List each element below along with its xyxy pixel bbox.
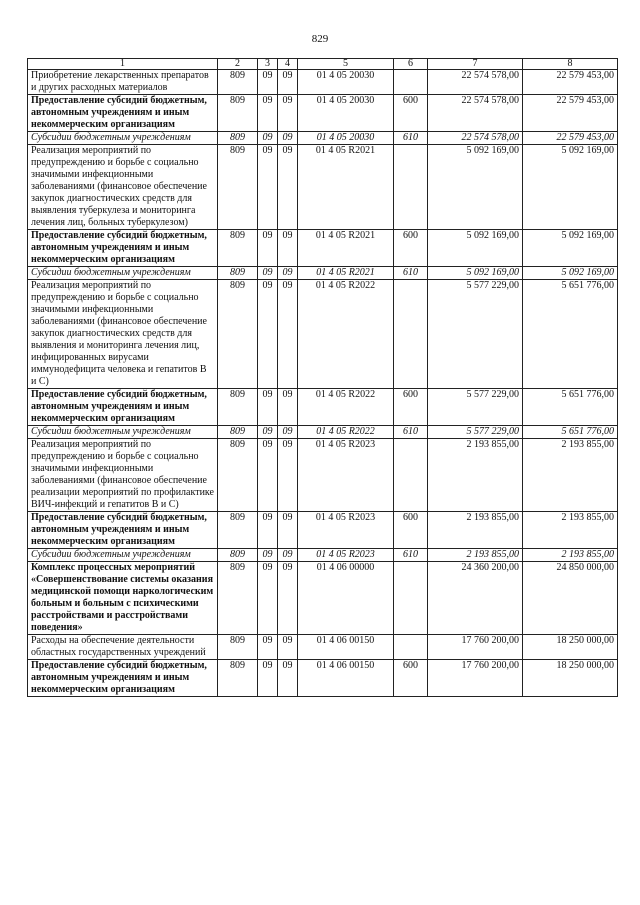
section-code: 09 [258,562,278,635]
column-header: 8 [523,59,618,70]
amount-year-1: 5 577 229,00 [428,280,523,389]
amount-year-2: 5 651 776,00 [523,426,618,439]
table-row [28,70,618,95]
line-item-name: Предоставление субсидий бюджетным, автономным учреждениям и иным некоммерческим организациям [28,95,218,132]
subsection-code: 09 [278,230,298,267]
section-code: 09 [258,549,278,562]
target-article-code: 01 4 05 R2021 [298,267,394,280]
amount-year-1: 5 092 169,00 [428,267,523,280]
target-article-code: 01 4 06 00150 [298,660,394,697]
expense-type-code: 600 [394,389,428,426]
section-code: 09 [258,230,278,267]
section-code: 09 [258,389,278,426]
ministry-code: 809 [218,549,258,562]
ministry-code: 809 [218,439,258,512]
table-row [28,660,618,697]
expense-type-code [394,280,428,389]
expense-type-code: 600 [394,660,428,697]
ministry-code: 809 [218,512,258,549]
header-row [28,59,618,70]
subsection-code: 09 [278,549,298,562]
ministry-code: 809 [218,389,258,426]
amount-year-1: 17 760 200,00 [428,660,523,697]
page-number: 829 [311,33,329,45]
ministry-code: 809 [218,426,258,439]
amount-year-2: 18 250 000,00 [523,635,618,660]
table-row [28,635,618,660]
amount-year-2: 22 579 453,00 [523,70,618,95]
amount-year-2: 5 651 776,00 [523,389,618,426]
amount-year-2: 22 579 453,00 [523,132,618,145]
line-item-name: Предоставление субсидий бюджетным, автономным учреждениям и иным некоммерческим организациям [28,389,218,426]
section-code: 09 [258,70,278,95]
line-item-name: Расходы на обеспечение деятельности областных государственных учреждений [28,635,218,660]
subsection-code: 09 [278,70,298,95]
target-article-code: 01 4 05 R2023 [298,439,394,512]
section-code: 09 [258,439,278,512]
table-row [28,280,618,389]
target-article-code: 01 4 05 20030 [298,132,394,145]
amount-year-1: 22 574 578,00 [428,70,523,95]
target-article-code: 01 4 06 00000 [298,562,394,635]
target-article-code: 01 4 05 20030 [298,70,394,95]
target-article-code: 01 4 05 R2021 [298,145,394,230]
target-article-code: 01 4 05 R2023 [298,549,394,562]
column-header: 1 [28,59,218,70]
subsection-code: 09 [278,389,298,426]
expense-type-code: 600 [394,230,428,267]
amount-year-1: 2 193 855,00 [428,512,523,549]
column-header: 5 [298,59,394,70]
amount-year-2: 2 193 855,00 [523,549,618,562]
subsection-code: 09 [278,562,298,635]
line-item-name: Реализация мероприятий по предупреждению и борьбе с социально значимыми инфекционными заболеваниями (финансовое обеспечение закупок диагностических средств для выявления и мониторинга лечения лиц, инфицированных вирусами иммунодефицита человека и гепатитов В и С) [28,280,218,389]
amount-year-2: 5 651 776,00 [523,280,618,389]
line-item-name: Комплекс процессных мероприятий «Совершенствование системы оказания медицинской помощи наркологическим больным и больным с психическими расстройствами и расстройствами поведения» [28,562,218,635]
table-row [28,426,618,439]
expense-type-code [394,439,428,512]
table-row [28,145,618,230]
section-code: 09 [258,512,278,549]
table-row [28,562,618,635]
amount-year-2: 5 092 169,00 [523,267,618,280]
subsection-code: 09 [278,95,298,132]
column-header: 7 [428,59,523,70]
expense-type-code: 610 [394,426,428,439]
expense-type-code [394,70,428,95]
table-row [28,389,618,426]
section-code: 09 [258,145,278,230]
subsection-code: 09 [278,132,298,145]
target-article-code: 01 4 05 R2021 [298,230,394,267]
expense-type-code: 600 [394,95,428,132]
column-header: 2 [218,59,258,70]
target-article-code: 01 4 06 00150 [298,635,394,660]
line-item-name: Предоставление субсидий бюджетным, автономным учреждениям и иным некоммерческим организациям [28,230,218,267]
table-row [28,267,618,280]
ministry-code: 809 [218,70,258,95]
line-item-name: Реализация мероприятий по предупреждению и борьбе с социально значимыми инфекционными заболеваниями (финансовое обеспечение закупок диагностических средств для выявления туберкулеза и мониторинга лечения лиц, больных туберкулезом) [28,145,218,230]
section-code: 09 [258,95,278,132]
line-item-name: Предоставление субсидий бюджетным, автономным учреждениям и иным некоммерческим организациям [28,660,218,697]
ministry-code: 809 [218,280,258,389]
line-item-name: Реализация мероприятий по предупреждению и борьбе с социально значимыми инфекционными заболеваниями (финансовое обеспечение реализации мероприятий по профилактике ВИЧ-инфекций и гепатитов В и С) [28,439,218,512]
target-article-code: 01 4 05 R2022 [298,389,394,426]
subsection-code: 09 [278,145,298,230]
column-header: 3 [258,59,278,70]
target-article-code: 01 4 05 R2022 [298,280,394,389]
amount-year-2: 5 092 169,00 [523,145,618,230]
amount-year-1: 22 574 578,00 [428,132,523,145]
line-item-name: Субсидии бюджетным учреждениям [28,132,218,145]
section-code: 09 [258,267,278,280]
subsection-code: 09 [278,280,298,389]
target-article-code: 01 4 05 R2022 [298,426,394,439]
amount-year-2: 2 193 855,00 [523,512,618,549]
target-article-code: 01 4 05 R2023 [298,512,394,549]
table-row [28,512,618,549]
section-code: 09 [258,660,278,697]
expense-type-code [394,635,428,660]
amount-year-2: 18 250 000,00 [523,660,618,697]
section-code: 09 [258,426,278,439]
subsection-code: 09 [278,267,298,280]
subsection-code: 09 [278,426,298,439]
expense-type-code [394,562,428,635]
section-code: 09 [258,132,278,145]
table-row [28,439,618,512]
ministry-code: 809 [218,635,258,660]
table-row [28,230,618,267]
ministry-code: 809 [218,660,258,697]
amount-year-1: 5 577 229,00 [428,389,523,426]
amount-year-2: 24 850 000,00 [523,562,618,635]
line-item-name: Приобретение лекарственных препаратов и других расходных материалов [28,70,218,95]
section-code: 09 [258,280,278,389]
subsection-code: 09 [278,660,298,697]
section-code: 09 [258,635,278,660]
line-item-name: Субсидии бюджетным учреждениям [28,426,218,439]
ministry-code: 809 [218,132,258,145]
table-row [28,95,618,132]
amount-year-1: 2 193 855,00 [428,549,523,562]
line-item-name: Предоставление субсидий бюджетным, автономным учреждениям и иным некоммерческим организациям [28,512,218,549]
amount-year-1: 5 092 169,00 [428,145,523,230]
table-row [28,549,618,562]
expense-type-code: 600 [394,512,428,549]
ministry-code: 809 [218,95,258,132]
amount-year-2: 22 579 453,00 [523,95,618,132]
amount-year-1: 17 760 200,00 [428,635,523,660]
ministry-code: 809 [218,145,258,230]
subsection-code: 09 [278,439,298,512]
amount-year-1: 5 092 169,00 [428,230,523,267]
amount-year-1: 2 193 855,00 [428,439,523,512]
amount-year-2: 5 092 169,00 [523,230,618,267]
amount-year-1: 24 360 200,00 [428,562,523,635]
table-body [28,70,618,697]
column-header: 4 [278,59,298,70]
expense-type-code: 610 [394,267,428,280]
subsection-code: 09 [278,635,298,660]
ministry-code: 809 [218,267,258,280]
expense-type-code: 610 [394,549,428,562]
line-item-name: Субсидии бюджетным учреждениям [28,549,218,562]
ministry-code: 809 [218,230,258,267]
target-article-code: 01 4 05 20030 [298,95,394,132]
expense-type-code: 610 [394,132,428,145]
ministry-code: 809 [218,562,258,635]
amount-year-1: 22 574 578,00 [428,95,523,132]
amount-year-2: 2 193 855,00 [523,439,618,512]
expense-type-code [394,145,428,230]
column-header: 6 [394,59,428,70]
budget-table [27,58,618,697]
line-item-name: Субсидии бюджетным учреждениям [28,267,218,280]
amount-year-1: 5 577 229,00 [428,426,523,439]
subsection-code: 09 [278,512,298,549]
table-row [28,132,618,145]
